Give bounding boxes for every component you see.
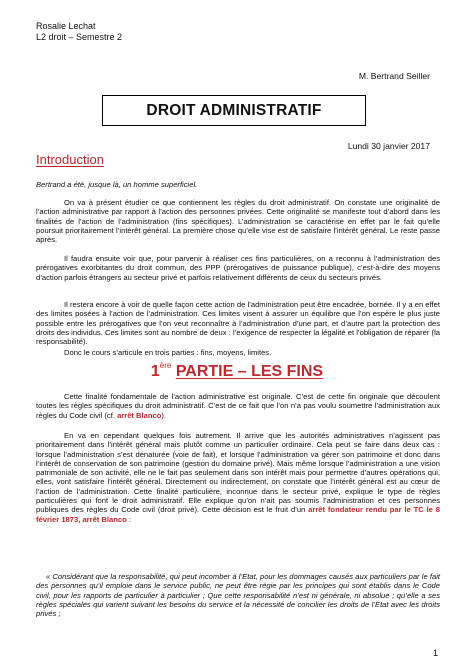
part-1-heading [0,361,474,381]
paragraph-6-end: : [128,514,132,524]
paragraph-4: Donc le cours s’articule en trois parties : fins, moyens, limites. [64,348,272,357]
paragraph-2: Il faudra ensuite voir que, pour parvenir à réaliser ces fins particulières, on a reconnu à l’administration des prérogatives exorbitantes du droit commun, des PPP (prérogatives de puissance publique), c’est-à-dire des moyens d’action parfois étrangers au secteur privé et parfois relativement différents de ceux du secteurs privés. [36,254,440,282]
author-name: Rosalie Lechat [36,21,96,31]
teacher-name: M. Bertrand Seiller [358,71,430,81]
part-1-ordinal: ère [159,361,172,370]
paragraph-5 [36,392,440,420]
arret-fondateur-ref: arrêt fondateur rendu par le TC le 8 février 1873, arrêt Blanco [36,505,440,524]
part-1-number: 1 [150,363,160,380]
lecture-date: Lundi 30 janvier 2017 [347,141,430,151]
document-title: DROIT ADMINISTRATIF [102,95,366,126]
part-1-title: PARTIE – LES FINS [175,363,324,380]
paragraph-6 [36,431,440,524]
paragraph-5-end: ). [161,410,167,420]
arret-blanco-ref: arrêt Blanco [117,410,162,420]
page-number: 1 [432,648,438,658]
intro-quote: Bertrand a été, jusque là, un homme superficiel. [36,180,198,189]
paragraph-1: On va à présent étudier ce que contiennent les règles du droit administratif. On constate une originalité de l’action administrative par rapport à l’action des personnes privées. Cette originalité se manifeste tout d’abord dans les finalités de l’action de l’administration (fins spécifiques). L’administration se caractérise en effet par le fait qu’elle poursuit prioritairement l’intérêt général. La première chose qu’elle vise est de satisfaire l’intérêt général. Le reste passe après. [36,198,440,245]
header-block [36,21,122,43]
paragraph-6-text: En va en cependant quelques fois autrement. Il arrive que les autorités administratives n’agissent pas prioritairement dans l’intérêt général mais plutôt comme un particulier ordinaire. Cela peut se faire dans deux cas : lorsque l’administration s’est dénaturée (voie de fait), et lorsque l’administration va gérer son patrimoine et donc dans l’intérêt de conservation de son patrimoine (gestion du domaine privé). Mais même lorsque l’administration a une vision patrimoniale de son activité, elle ne le fait pas seulement dans son intérêt mais pour permettre d’autres opérations qui, elles, vont satisfaire l’intérêt général. Directement ou indirectement, on constate que l’intérêt général est au cœur de l’action de l’administration. Cette finalité particulière, inconnue dans le secteur privé, explique le type de règles particulières qui font le droit administratif. Elle explique qu’on n’ait pas soumis l’administration et ces personnes publiques des règles du Code civil (droit privé). Cette décision est le fruit d’un [36,431,440,515]
introduction-heading: Introduction [36,152,104,167]
blanco-quote: « Considérant que la responsabilité, qui peut incomber à l’Etat, pour les dommages causés aux particuliers par le fait des personnes qu’il emploie dans le service public, ne peut être régie par les principes qui sont établis dans le Code civil, pour les rapports de particulier à particulier ; Que cette responsabilité n’est ni générale, ni absolue ; qu’elle a ses règles spéciales qui varient suivant les besoins du service et la nécessité de concilier les droits de l’Etat avec les droits privés ; [36,572,440,619]
paragraph-3: Il restera encore à voir de quelle façon cette action de l’administration peut être encadrée, bornée. Il y a en effet des limites posées à l’action de l’administration. Ces limites visent à assurer un équilibre que l’on espère le plus juste possible entre les prérogatives que l’on veut reconnaître à l’administration d’une part, et d’autre part la protection des droits des individus. Ces limites sont au nombre de deux : l’exigence de respecter la légalité et l’obligation de réparer (la responsabilité). [36,300,440,347]
course-name: L2 droit – Semestre 2 [36,32,123,42]
paragraph-5-text: Cette finalité fondamentale de l’action administrative est originale. C’est de cette fin originale que découlent toutes les règles spécifiques du droit administratif. C’est de ce fait que l’on n’a pas voulu soumettre l’administration aux règles du Code civil (cf. [36,392,440,420]
